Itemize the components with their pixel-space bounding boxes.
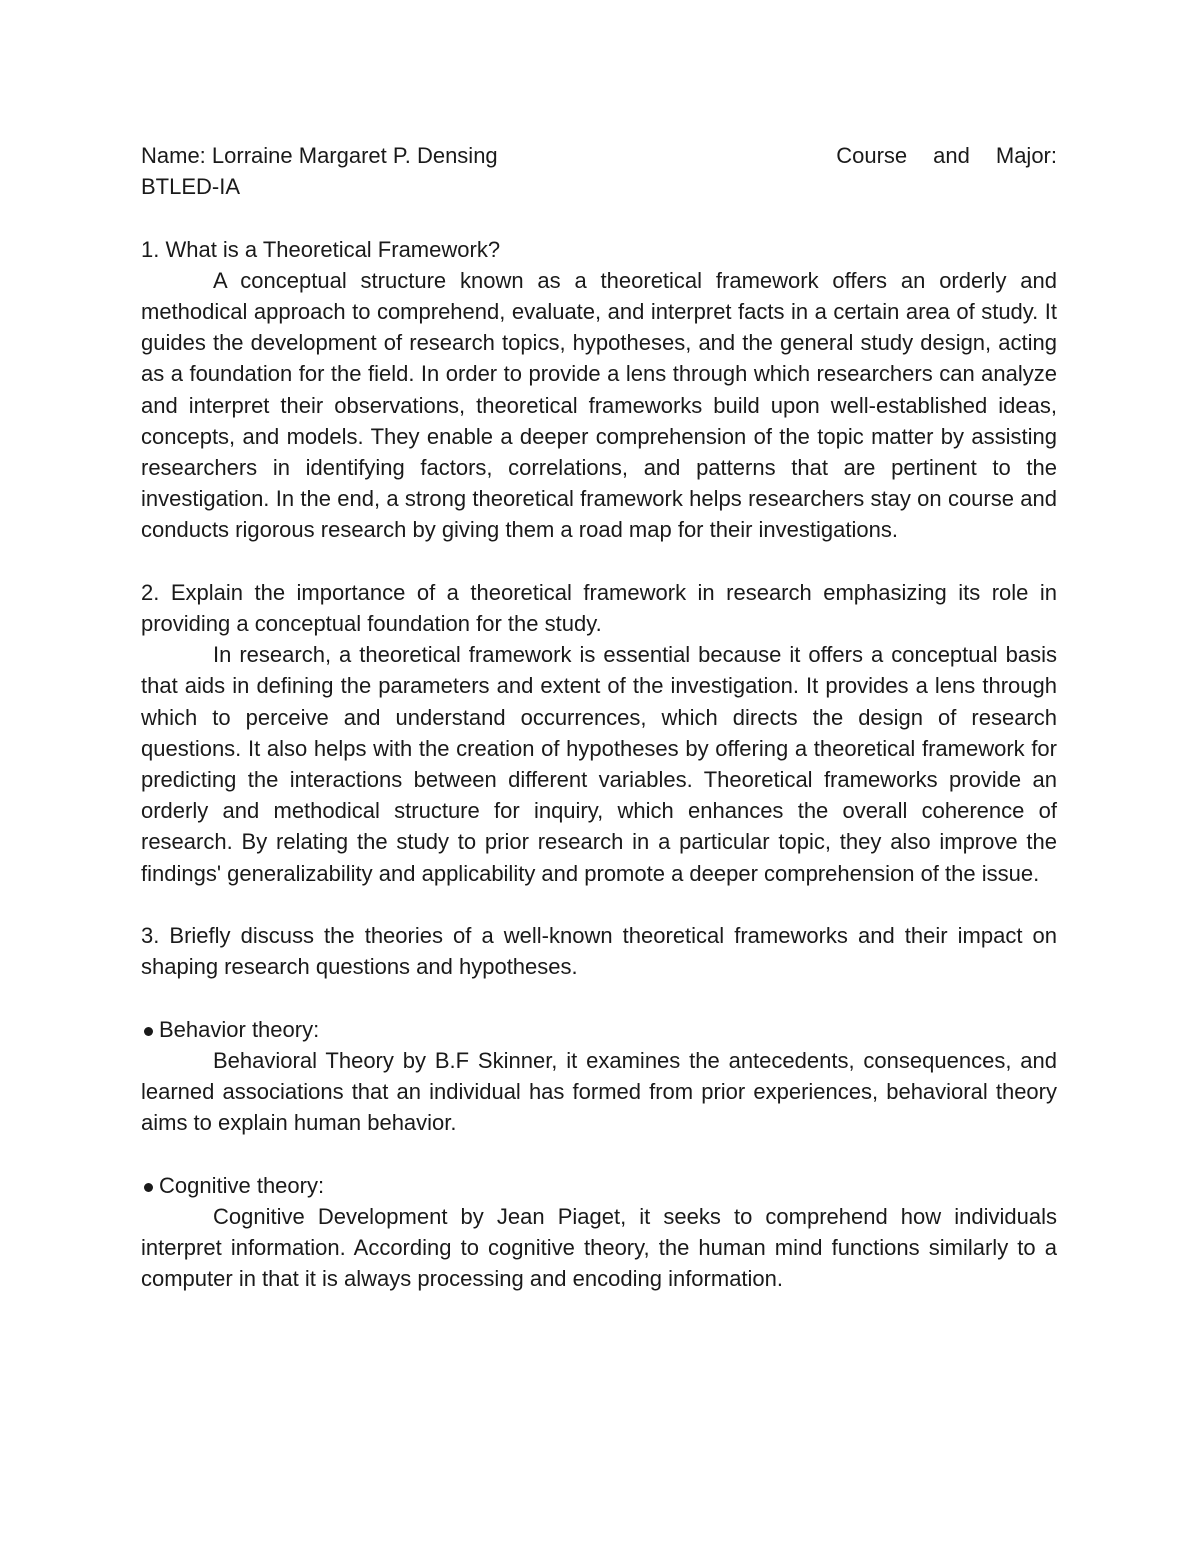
header-line xyxy=(141,140,1057,171)
bullet-icon xyxy=(144,1027,153,1036)
course-label-word: Major: xyxy=(995,143,1057,168)
bullet-text: Cognitive Development by Jean Piaget, it seeks to comprehend how individuals interpret information. According to cognitive theory, the human mind functions similarly to a computer in that it is always processing and encoding information. xyxy=(141,1203,1057,1292)
bullet-item-cognitive xyxy=(141,1170,1057,1201)
course-label xyxy=(836,140,1057,171)
question-3: 3. Briefly discuss the theories of a well-known theoretical frameworks and their impact on shaping research questions and hypotheses. xyxy=(141,923,1057,980)
answer-2: In research, a theoretical framework is essential because it offers a conceptual basis that aids in defining the parameters and extent of the investigation. It provides a lens through which to perceive and understand occurrences, which directs the design of research questions. It also helps with the creation of hypotheses by offering a theoretical framework for predicting the interactions between different variables. Theoretical frameworks provide an orderly and methodical structure for inquiry, which enhances the overall coherence of research. By relating the study to prior research in a particular topic, they also improve the findings' generalizability and applicability and promote a deeper comprehension of the issue. xyxy=(141,642,1057,886)
answer-1: A conceptual structure known as a theoretical framework offers an orderly and methodical approach to comprehend, evaluate, and interpret facts in a certain area of study. It guides the development of research topics, hypotheses, and the general study design, acting as a foundation for the field. In order to provide a lens through which researchers can analyze and interpret their observations, theoretical frameworks build upon well-established ideas, concepts, and models. They enable a deeper comprehension of the topic matter by assisting researchers in identifying factors, correlations, and patterns that are pertinent to the investigation. In the end, a strong theoretical framework helps researchers stay on course and conducts rigorous research by giving them a road map for their investigations. xyxy=(141,267,1057,543)
bullet-heading: Cognitive theory: xyxy=(159,1172,325,1198)
document-page xyxy=(141,140,1057,1294)
question-2: 2. Explain the importance of a theoretical framework in research emphasizing its role in providing a conceptual foundation for the study. xyxy=(141,579,1057,637)
bullet-heading: Behavior theory: xyxy=(159,1016,320,1042)
bullet-icon xyxy=(144,1183,153,1192)
bullet-item-behavior xyxy=(141,1014,1057,1045)
course-label-word: Course xyxy=(836,143,908,168)
course-label-word: and xyxy=(933,143,970,168)
question-1: 1. What is a Theoretical Framework? xyxy=(141,236,501,262)
student-name: Name: Lorraine Margaret P. Densing xyxy=(141,143,498,168)
bullet-text: Behavioral Theory by B.F Skinner, it examines the antecedents, consequences, and learned associations that an individual has formed from prior experiences, behavioral theory aims to explain human behavior. xyxy=(141,1047,1057,1136)
course-value: BTLED-IA xyxy=(141,174,241,200)
